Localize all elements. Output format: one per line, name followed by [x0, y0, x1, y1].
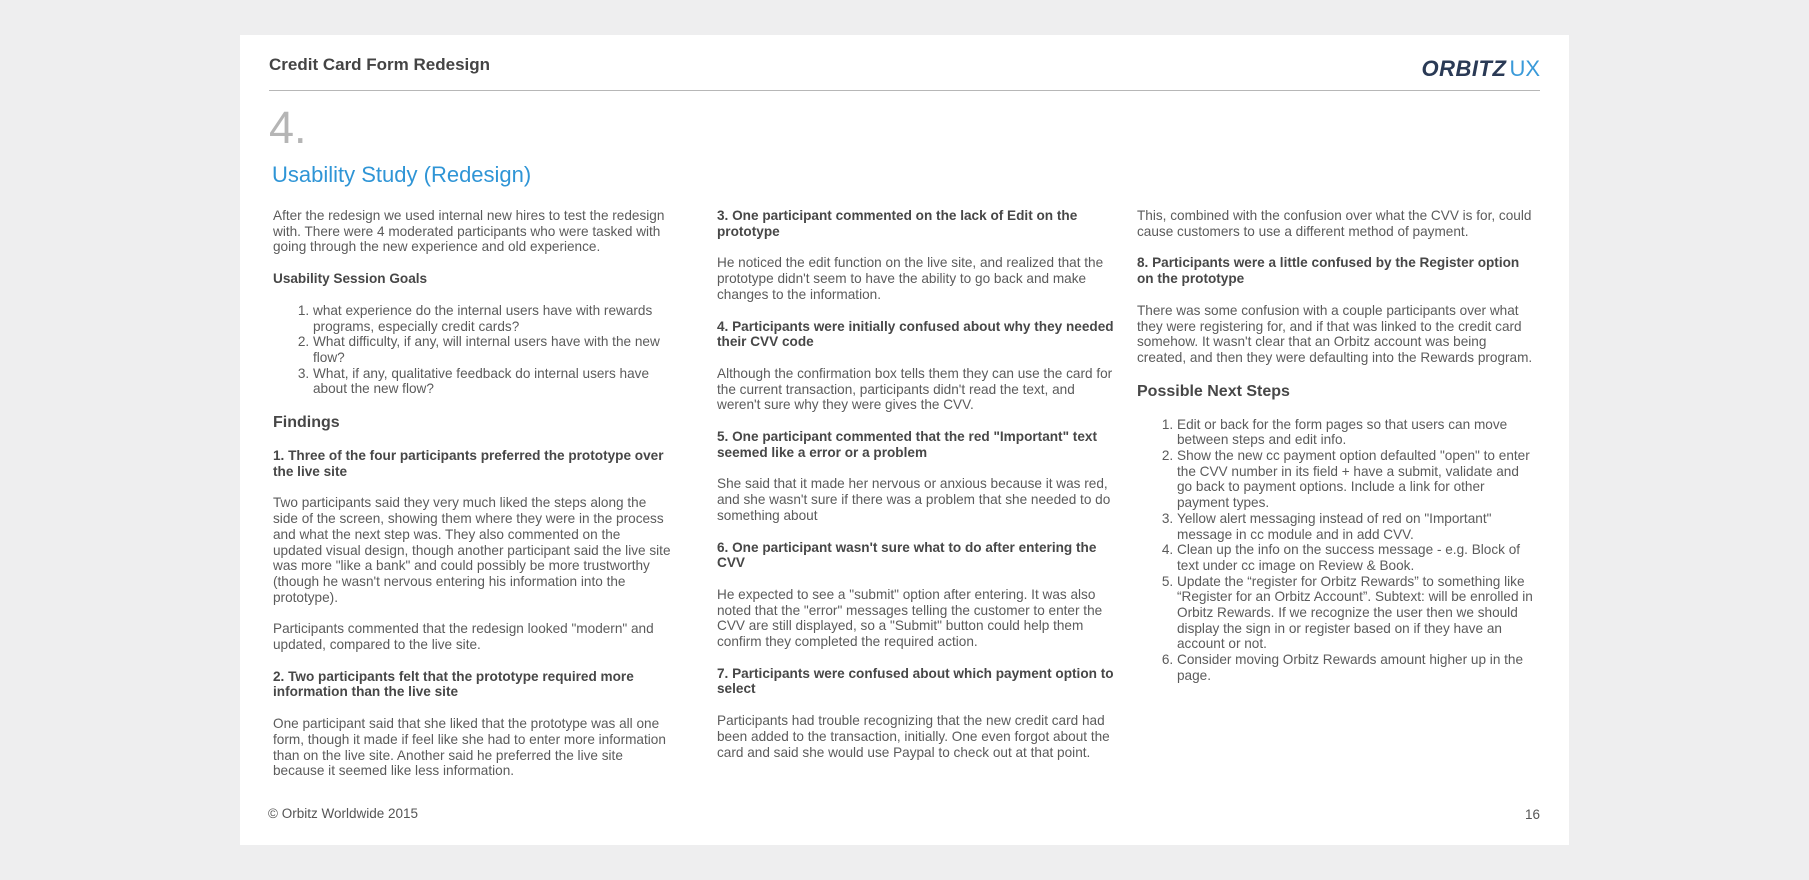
- finding-6-title: 6. One participant wasn't sure what to do after entering the CVV: [717, 539, 1097, 571]
- next-step-item: 4. Clean up the info on the success message - e.g. Block of text under cc image on Review & Book.: [1177, 542, 1535, 573]
- goal-item: 1. what experience do the internal users have with rewards programs, especially credit cards?: [313, 303, 671, 334]
- finding-8-title: 8. Participants were a little confused by the Register option on the prototype: [1137, 255, 1520, 287]
- finding-2-text: One participant said that she liked that the prototype was all one form, though it made if feel like she had to enter more information than on the live site. Another said he preferred the live site because it seemed like less information.: [273, 716, 666, 779]
- finding-6-text: He expected to see a "submit" option after entering. It was also noted that the "error" messages telling the customer to enter the CVV are still displayed, so a "Submit" button could help them confirm they completed the required action.: [717, 586, 1103, 650]
- header-divider: [269, 90, 1540, 91]
- finding-7-continued: This, combined with the confusion over what the CVV is for, could cause customers to use a different method of payment.: [1137, 208, 1532, 239]
- goals-heading: Usability Session Goals: [273, 271, 428, 287]
- section-title: Usability Study (Redesign): [272, 162, 532, 187]
- goal-item: 3. What, if any, qualitative feedback do internal users have about the new flow?: [313, 366, 671, 397]
- finding-7-text: Participants had trouble recognizing that the new credit card had been added to the transaction, initially. One even forgot about the card and said she would use Paypal to check out at that point.: [717, 713, 1110, 760]
- document-title: Credit Card Form Redesign: [269, 55, 491, 74]
- finding-4-title: 4. Participants were initially confused about why they needed their CVV code: [717, 318, 1114, 350]
- section-number: 4.: [269, 102, 307, 153]
- column-3: [1137, 208, 1535, 700]
- finding-5-text: She said that it made her nervous or anxious because it was red, and she wasn't sure if there was a problem that she needed to do something about: [717, 476, 1111, 523]
- finding-4-text: Although the confirmation box tells them they can use the card for the current transaction, participants didn't read the text, and weren't sure why they were gives the CVV.: [717, 365, 1113, 413]
- finding-2-title: 2. Two participants felt that the prototype required more information than the live site: [273, 668, 634, 700]
- goals-list: [273, 303, 671, 397]
- page-number: 16: [1524, 807, 1540, 822]
- goal-item: 2. What difficulty, if any, will internal users have with the new flow?: [313, 334, 671, 365]
- findings-heading: Findings: [273, 414, 340, 432]
- finding-5-title: 5. One participant commented that the red "Important" text seemed like a error or a problem: [717, 429, 1097, 460]
- intro-paragraph: After the redesign we used internal new hires to test the redesign with. There were 4 moderated participants who were tasked with going through the new experience and old experience.: [273, 208, 665, 255]
- column-1: [273, 208, 671, 795]
- finding-1-title: 1. Three of the four participants preferred the prototype over the live site: [273, 448, 664, 479]
- logo-ux: UX: [1509, 56, 1540, 81]
- next-steps-heading: Possible Next Steps: [1137, 382, 1290, 400]
- next-step-item: 1. Edit or back for the form pages so that users can move between steps and edit info.: [1177, 417, 1535, 448]
- finding-1-text-2: Participants commented that the redesign looked "modern" and updated, compared to the live site.: [273, 621, 654, 653]
- finding-3-text: He noticed the edit function on the live site, and realized that the prototype didn't seem to have the ability to go back and make changes to the information.: [717, 255, 1104, 302]
- next-step-item: 5. Update the “register for Orbitz Rewards” to something like “Register for an Orbitz Account”. Subtext: will be enrolled in Orbitz Rewards. If we recognize the user then we should display the sign in or register based on if they have an account or not.: [1177, 574, 1535, 653]
- finding-3-title: 3. One participant commented on the lack of Edit on the prototype: [717, 208, 1078, 239]
- next-step-item: 3. Yellow alert messaging instead of red on "Important" message in cc module and in add CVV.: [1177, 511, 1535, 542]
- document-page: [240, 35, 1569, 845]
- finding-7-title: 7. Participants were confused about which payment option to select: [717, 665, 1114, 697]
- orbitz-ux-logo: [1422, 58, 1540, 80]
- logo-orbitz: ORBITZ: [1421, 56, 1507, 81]
- next-steps-list: [1137, 417, 1535, 684]
- finding-8-text: There was some confusion with a couple participants over what they were registering for, and if that was linked to the credit card somehow. It wasn't clear that an Orbitz account was being created, and then they were defaulting into the Rewards program.: [1137, 302, 1533, 365]
- footer-copyright: © Orbitz Worldwide 2015: [268, 806, 419, 821]
- finding-1-text: Two participants said they very much liked the steps along the side of the screen, showing them where they were in the process and what the next step was. They also commented on the updated visual design, though another participant said the live site was more "like a bank" and could possibly be more trustworthy (though he wasn't nervous entering his information into the prototype).: [273, 495, 671, 605]
- column-2: [717, 208, 1115, 776]
- next-step-item: 6. Consider moving Orbitz Rewards amount higher up in the page.: [1177, 652, 1535, 683]
- next-step-item: 2. Show the new cc payment option defaulted "open" to enter the CVV number in its field + have a submit, validate and go back to payment options. Include a link for other payment types.: [1177, 448, 1535, 511]
